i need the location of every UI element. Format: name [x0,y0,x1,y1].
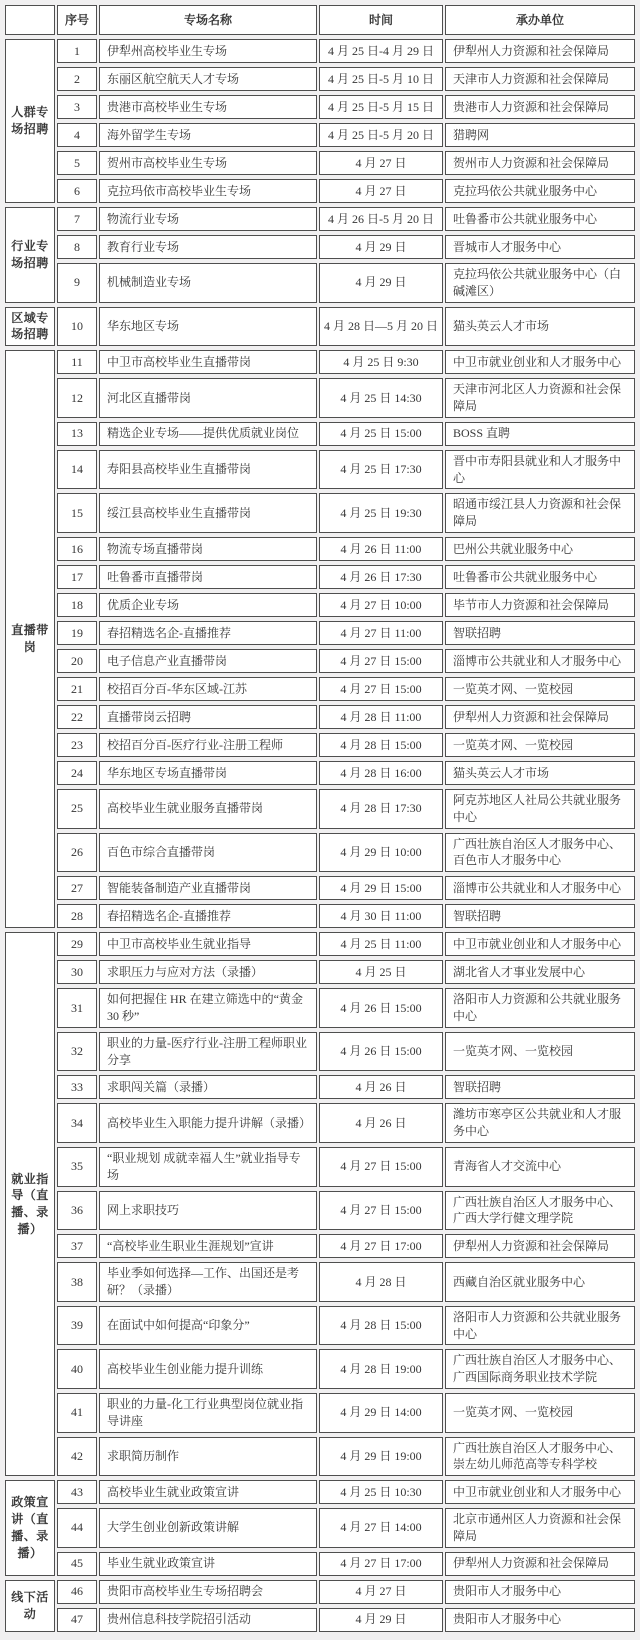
organizer-cell: 一览英才网、一览校园 [445,733,635,757]
row-index: 11 [57,350,97,374]
table-row [5,1262,635,1302]
event-name: 毕业生就业政策宣讲 [99,1552,317,1576]
header-organizer: 承办单位 [445,5,635,35]
event-name: 职业的力量-医疗行业-注册工程师职业分享 [99,1032,317,1072]
table-row [5,1075,635,1099]
event-time: 4 月 27 日 [319,179,443,203]
table-row [5,565,635,589]
organizer-cell: 潍坊市寒亭区公共就业和人才服务中心 [445,1103,635,1143]
event-name: 伊犁州高校毕业生专场 [99,39,317,63]
event-time: 4 月 25 日-5 月 20 日 [319,123,443,147]
row-index: 44 [57,1508,97,1548]
organizer-cell: 中卫市就业创业和人才服务中心 [445,1480,635,1504]
table-row [5,1580,635,1604]
event-time: 4 月 26 日 11:00 [319,537,443,561]
event-time: 4 月 28 日 15:00 [319,733,443,757]
event-time: 4 月 25 日 11:00 [319,932,443,956]
event-name: 华东地区专场直播带岗 [99,761,317,785]
organizer-cell: 克拉玛依公共就业服务中心（白碱滩区） [445,263,635,303]
event-name: 网上求职技巧 [99,1191,317,1231]
table-row [5,95,635,119]
event-name: 绥江县高校毕业生直播带岗 [99,493,317,533]
event-name: 直播带岗云招聘 [99,705,317,729]
events-table [3,1,637,1636]
table-row [5,1480,635,1504]
row-index: 23 [57,733,97,757]
event-time: 4 月 26 日 17:30 [319,565,443,589]
event-name: 物流行业专场 [99,207,317,231]
row-index: 10 [57,307,97,347]
event-time: 4 月 25 日-5 月 15 日 [319,95,443,119]
organizer-cell: 广西壮族自治区人才服务中心、广西国际商务职业技术学院 [445,1349,635,1389]
table-row [5,263,635,303]
organizer-cell: 晋中市寿阳县就业和人才服务中心 [445,450,635,490]
header-category [5,5,55,35]
event-time: 4 月 28 日 19:00 [319,1349,443,1389]
event-time: 4 月 27 日 15:00 [319,649,443,673]
event-time: 4 月 28 日—5 月 20 日 [319,307,443,347]
organizer-cell: 伊犁州人力资源和社会保障局 [445,1552,635,1576]
table-row [5,537,635,561]
table-row [5,1552,635,1576]
event-name: 寿阳县高校毕业生直播带岗 [99,450,317,490]
organizer-cell: 北京市通州区人力资源和社会保障局 [445,1508,635,1548]
row-index: 28 [57,904,97,928]
row-index: 7 [57,207,97,231]
event-time: 4 月 27 日 15:00 [319,1191,443,1231]
event-name: 优质企业专场 [99,593,317,617]
event-time: 4 月 25 日 17:30 [319,450,443,490]
table-row [5,1103,635,1143]
organizer-cell: 晋城市人才服务中心 [445,235,635,259]
event-time: 4 月 27 日 [319,151,443,175]
organizer-cell: 青海省人才交流中心 [445,1147,635,1187]
event-name: 贵港市高校毕业生专场 [99,95,317,119]
organizer-cell: 克拉玛依公共就业服务中心 [445,179,635,203]
header-row [5,5,635,35]
table-row [5,789,635,829]
event-time: 4 月 29 日 10:00 [319,833,443,873]
row-index: 17 [57,565,97,589]
table-row [5,307,635,347]
table-row [5,904,635,928]
organizer-cell: 广西壮族自治区人才服务中心、广西大学行健文理学院 [445,1191,635,1231]
row-index: 29 [57,932,97,956]
header-index: 序号 [57,5,97,35]
organizer-cell: 洛阳市人力资源和公共就业服务中心 [445,988,635,1028]
row-index: 33 [57,1075,97,1099]
table-row [5,1191,635,1231]
event-time: 4 月 29 日 [319,1608,443,1632]
event-name: 智能装备制造产业直播带岗 [99,876,317,900]
table-row [5,1437,635,1477]
event-name: 校招百分百-医疗行业-注册工程师 [99,733,317,757]
organizer-cell: 湖北省人才事业发展中心 [445,960,635,984]
event-time: 4 月 27 日 10:00 [319,593,443,617]
event-time: 4 月 28 日 15:00 [319,1306,443,1346]
row-index: 26 [57,833,97,873]
table-row [5,1147,635,1187]
event-time: 4 月 25 日 [319,960,443,984]
table-row [5,179,635,203]
event-name: 教育行业专场 [99,235,317,259]
table-row [5,39,635,63]
organizer-cell: 西藏自治区就业服务中心 [445,1262,635,1302]
organizer-cell: 天津市人力资源和社会保障局 [445,67,635,91]
row-index: 16 [57,537,97,561]
category-cell: 行业专场招聘 [5,207,55,303]
row-index: 37 [57,1234,97,1258]
organizer-cell: 洛阳市人力资源和公共就业服务中心 [445,1306,635,1346]
event-time: 4 月 27 日 15:00 [319,1147,443,1187]
event-name: 河北区直播带岗 [99,378,317,418]
organizer-cell: 猫头英云人才市场 [445,307,635,347]
organizer-cell: 淄博市公共就业和人才服务中心 [445,876,635,900]
table-row [5,621,635,645]
table-row [5,705,635,729]
row-index: 12 [57,378,97,418]
table-row [5,493,635,533]
organizer-cell: 伊犁州人力资源和社会保障局 [445,39,635,63]
event-time: 4 月 29 日 [319,235,443,259]
category-cell: 区域专场招聘 [5,307,55,347]
table-row [5,876,635,900]
event-name: 求职压力与应对方法（录播） [99,960,317,984]
event-name: 华东地区专场 [99,307,317,347]
table-row [5,207,635,231]
event-time: 4 月 25 日-5 月 10 日 [319,67,443,91]
row-index: 18 [57,593,97,617]
organizer-cell: 广西壮族自治区人才服务中心、百色市人才服务中心 [445,833,635,873]
event-name: “职业规划 成就幸福人生”就业指导专场 [99,1147,317,1187]
table-row [5,1608,635,1632]
category-cell: 就业指导（直播、录播） [5,932,55,1476]
category-cell: 人群专场招聘 [5,39,55,203]
table-row [5,123,635,147]
table-body [5,39,635,1632]
event-name: 电子信息产业直播带岗 [99,649,317,673]
organizer-cell: 淄博市公共就业和人才服务中心 [445,649,635,673]
event-time: 4 月 29 日 14:00 [319,1393,443,1433]
row-index: 1 [57,39,97,63]
event-time: 4 月 28 日 16:00 [319,761,443,785]
row-index: 30 [57,960,97,984]
table-row [5,1508,635,1548]
organizer-cell: 中卫市就业创业和人才服务中心 [445,932,635,956]
row-index: 25 [57,789,97,829]
row-index: 34 [57,1103,97,1143]
organizer-cell: 中卫市就业创业和人才服务中心 [445,350,635,374]
table-row [5,1032,635,1072]
event-time: 4 月 25 日 10:30 [319,1480,443,1504]
event-name: 吐鲁番市直播带岗 [99,565,317,589]
category-cell: 政策宣讲（直播、录播） [5,1480,55,1576]
category-cell: 线下活动 [5,1580,55,1632]
row-index: 45 [57,1552,97,1576]
row-index: 13 [57,422,97,446]
organizer-cell: 天津市河北区人力资源和社会保障局 [445,378,635,418]
event-name: 中卫市高校毕业生直播带岗 [99,350,317,374]
table-row [5,833,635,873]
event-name: 东丽区航空航天人才专场 [99,67,317,91]
row-index: 8 [57,235,97,259]
event-time: 4 月 26 日 [319,1103,443,1143]
organizer-cell: 智联招聘 [445,621,635,645]
event-time: 4 月 25 日 14:30 [319,378,443,418]
row-index: 42 [57,1437,97,1477]
table-row [5,733,635,757]
event-name: 校招百分百-华东区域-江苏 [99,677,317,701]
event-name: 春招精选名企-直播推荐 [99,621,317,645]
event-time: 4 月 28 日 17:30 [319,789,443,829]
organizer-cell: 贵阳市人才服务中心 [445,1608,635,1632]
event-name: 百色市综合直播带岗 [99,833,317,873]
event-time: 4 月 27 日 11:00 [319,621,443,645]
organizer-cell: 贵港市人力资源和社会保障局 [445,95,635,119]
table-row [5,593,635,617]
table-row [5,350,635,374]
event-time: 4 月 25 日 15:00 [319,422,443,446]
event-time: 4 月 28 日 11:00 [319,705,443,729]
event-time: 4 月 26 日 15:00 [319,1032,443,1072]
event-time: 4 月 27 日 [319,1580,443,1604]
organizer-cell: 伊犁州人力资源和社会保障局 [445,705,635,729]
category-cell: 直播带岗 [5,350,55,928]
event-name: 求职简历制作 [99,1437,317,1477]
row-index: 36 [57,1191,97,1231]
event-time: 4 月 25 日 19:30 [319,493,443,533]
table-row [5,422,635,446]
row-index: 22 [57,705,97,729]
table-row [5,677,635,701]
row-index: 20 [57,649,97,673]
event-time: 4 月 26 日 15:00 [319,988,443,1028]
header-name: 专场名称 [99,5,317,35]
event-name: 职业的力量-化工行业典型岗位就业指导讲座 [99,1393,317,1433]
event-name: 高校毕业生就业政策宣讲 [99,1480,317,1504]
header-time: 时间 [319,5,443,35]
row-index: 41 [57,1393,97,1433]
table-row [5,378,635,418]
event-time: 4 月 29 日 [319,263,443,303]
row-index: 2 [57,67,97,91]
row-index: 40 [57,1349,97,1389]
table-row [5,649,635,673]
event-name: 贵州信息科技学院招引活动 [99,1608,317,1632]
organizer-cell: 昭通市绥江县人力资源和社会保障局 [445,493,635,533]
table-row [5,1234,635,1258]
event-name: 精选企业专场——提供优质就业岗位 [99,422,317,446]
organizer-cell: 一览英才网、一览校园 [445,677,635,701]
row-index: 19 [57,621,97,645]
table-row [5,1306,635,1346]
event-time: 4 月 26 日 [319,1075,443,1099]
event-name: 中卫市高校毕业生就业指导 [99,932,317,956]
table-row [5,960,635,984]
row-index: 39 [57,1306,97,1346]
table-row [5,450,635,490]
row-index: 43 [57,1480,97,1504]
row-index: 47 [57,1608,97,1632]
organizer-cell: 吐鲁番市公共就业服务中心 [445,207,635,231]
organizer-cell: 贵阳市人才服务中心 [445,1580,635,1604]
table-row [5,988,635,1028]
organizer-cell: 阿克苏地区人社局公共就业服务中心 [445,789,635,829]
event-time: 4 月 28 日 [319,1262,443,1302]
event-name: 大学生创业创新政策讲解 [99,1508,317,1548]
row-index: 6 [57,179,97,203]
row-index: 9 [57,263,97,303]
event-time: 4 月 27 日 17:00 [319,1552,443,1576]
row-index: 5 [57,151,97,175]
table-row [5,932,635,956]
event-time: 4 月 26 日-5 月 20 日 [319,207,443,231]
table-row [5,151,635,175]
organizer-cell: 巴州公共就业服务中心 [445,537,635,561]
organizer-cell: 广西壮族自治区人才服务中心、崇左幼儿师范高等专科学校 [445,1437,635,1477]
row-index: 31 [57,988,97,1028]
organizer-cell: 一览英才网、一览校园 [445,1032,635,1072]
event-time: 4 月 27 日 17:00 [319,1234,443,1258]
event-time: 4 月 29 日 15:00 [319,876,443,900]
event-name: 物流专场直播带岗 [99,537,317,561]
event-time: 4 月 25 日-4 月 29 日 [319,39,443,63]
event-name: 毕业季如何选择—工作、出国还是考研？（录播） [99,1262,317,1302]
organizer-cell: 智联招聘 [445,904,635,928]
table-row [5,1349,635,1389]
event-name: 求职闯关篇（录播） [99,1075,317,1099]
event-name: 海外留学生专场 [99,123,317,147]
row-index: 38 [57,1262,97,1302]
event-name: 高校毕业生入职能力提升讲解（录播） [99,1103,317,1143]
event-name: 克拉玛依市高校毕业生专场 [99,179,317,203]
table-row [5,235,635,259]
event-name: 如何把握住 HR 在建立筛选中的“黄金 30 秒” [99,988,317,1028]
event-name: “高校毕业生职业生涯规划”宣讲 [99,1234,317,1258]
row-index: 15 [57,493,97,533]
row-index: 21 [57,677,97,701]
event-name: 高校毕业生就业服务直播带岗 [99,789,317,829]
organizer-cell: 伊犁州人力资源和社会保障局 [445,1234,635,1258]
event-time: 4 月 25 日 9:30 [319,350,443,374]
event-name: 高校毕业生创业能力提升训练 [99,1349,317,1389]
organizer-cell: 吐鲁番市公共就业服务中心 [445,565,635,589]
row-index: 4 [57,123,97,147]
organizer-cell: BOSS 直聘 [445,422,635,446]
organizer-cell: 猎聘网 [445,123,635,147]
organizer-cell: 毕节市人力资源和社会保障局 [445,593,635,617]
organizer-cell: 猫头英云人才市场 [445,761,635,785]
organizer-cell: 一览英才网、一览校园 [445,1393,635,1433]
event-time: 4 月 29 日 19:00 [319,1437,443,1477]
event-name: 春招精选名企-直播推荐 [99,904,317,928]
table-row [5,1393,635,1433]
row-index: 46 [57,1580,97,1604]
event-name: 贺州市高校毕业生专场 [99,151,317,175]
row-index: 24 [57,761,97,785]
row-index: 3 [57,95,97,119]
table-row [5,761,635,785]
event-name: 贵阳市高校毕业生专场招聘会 [99,1580,317,1604]
row-index: 35 [57,1147,97,1187]
row-index: 14 [57,450,97,490]
event-time: 4 月 30 日 11:00 [319,904,443,928]
table-row [5,67,635,91]
event-name: 在面试中如何提高“印象分” [99,1306,317,1346]
organizer-cell: 贺州市人力资源和社会保障局 [445,151,635,175]
event-name: 机械制造业专场 [99,263,317,303]
organizer-cell: 智联招聘 [445,1075,635,1099]
event-time: 4 月 27 日 15:00 [319,677,443,701]
event-time: 4 月 27 日 14:00 [319,1508,443,1548]
row-index: 27 [57,876,97,900]
row-index: 32 [57,1032,97,1072]
